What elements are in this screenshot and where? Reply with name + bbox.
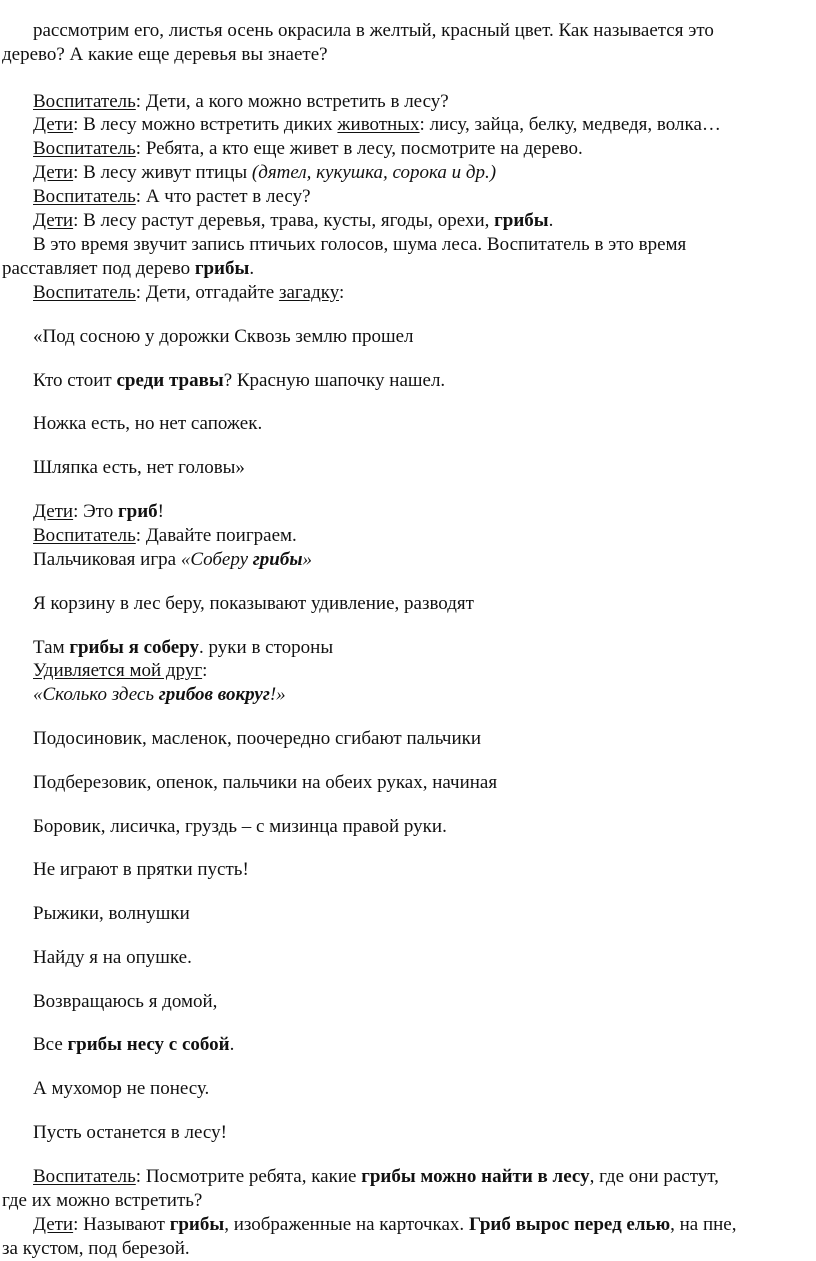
- riddle-line: «Под сосною у дорожки Сквозь землю прошел: [33, 326, 414, 347]
- dialogue-line: Дети: В лесу можно встретить диких животных: лису, зайца, белку, медведя, волка…: [33, 114, 721, 135]
- poem-line: Удивляется мой друг:: [33, 660, 208, 681]
- game-title: Пальчиковая игра «Соберу грибы»: [33, 549, 313, 570]
- poem-line: Пусть останется в лесу!: [33, 1122, 227, 1143]
- riddle-line: Кто стоит среди травы? Красную шапочку нашел.: [33, 370, 446, 391]
- speaker-label: Дети: [33, 210, 74, 231]
- poem-line: Рыжики, волнушки: [33, 903, 190, 924]
- speaker-label: Воспитатель: [33, 525, 136, 546]
- speaker-label: Воспитатель: [33, 1166, 136, 1187]
- dialogue-line: Дети: Это гриб!: [33, 501, 164, 522]
- speaker-label: Воспитатель: [33, 91, 136, 112]
- poem-line: Я корзину в лес беру, показывают удивление, разводят: [33, 593, 474, 614]
- poem-line: Возвращаюсь я домой,: [33, 991, 218, 1012]
- dialogue-line: Дети: В лесу живут птицы (дятел, кукушка, сорока и др.): [33, 162, 497, 183]
- dialogue-line: Воспитатель: Посмотрите ребята, какие грибы можно найти в лесу, где они растут,: [33, 1166, 719, 1187]
- poem-line: Там грибы я соберу. руки в стороны: [33, 637, 334, 658]
- speaker-label: Дети: [33, 114, 74, 135]
- dialogue-line-cont: где их можно встретить?: [2, 1190, 203, 1211]
- intro-line-2: дерево? А какие еще деревья вы знаете?: [2, 44, 328, 65]
- speaker-label: Воспитатель: [33, 138, 136, 159]
- speaker-label: Воспитатель: [33, 186, 136, 207]
- intro-line-1: рассмотрим его, листья осень окрасила в желтый, красный цвет. Как называется это: [33, 20, 714, 41]
- dialogue-line: Воспитатель: Дети, а кого можно встретить в лесу?: [33, 91, 449, 112]
- paragraph-line: расставляет под дерево грибы.: [2, 258, 255, 279]
- poem-line: Найду я на опушке.: [33, 947, 192, 968]
- poem-line: Все грибы несу с собой.: [33, 1034, 235, 1055]
- poem-line: Подберезовик, опенок, пальчики на обеих руках, начиная: [33, 772, 498, 793]
- poem-line: Не играют в прятки пусть!: [33, 859, 249, 880]
- dialogue-line: Воспитатель: Ребята, а кто еще живет в лесу, посмотрите на дерево.: [33, 138, 583, 159]
- speaker-label: Дети: [33, 501, 74, 522]
- riddle-line: Шляпка есть, нет головы»: [33, 457, 245, 478]
- dialogue-line: Воспитатель: Дети, отгадайте загадку:: [33, 282, 345, 303]
- dialogue-line: Воспитатель: Давайте поиграем.: [33, 525, 297, 546]
- dialogue-line: Дети: В лесу растут деревья, трава, кусты, ягоды, орехи, грибы.: [33, 210, 554, 231]
- dialogue-line-cont: за кустом, под березой.: [2, 1238, 190, 1259]
- poem-line: «Сколько здесь грибов вокруг!»: [33, 684, 286, 705]
- riddle-line: Ножка есть, но нет сапожек.: [33, 413, 263, 434]
- speaker-label: Дети: [33, 162, 74, 183]
- poem-line: А мухомор не понесу.: [33, 1078, 210, 1099]
- speaker-label: Воспитатель: [33, 282, 136, 303]
- paragraph-line: В это время звучит запись птичьих голосов, шума леса. Воспитатель в это время: [33, 234, 687, 255]
- dialogue-line: Дети: Называют грибы, изображенные на карточках. Гриб вырос перед елью, на пне,: [33, 1214, 737, 1235]
- speaker-label: Дети: [33, 1214, 74, 1235]
- poem-line: Боровик, лисичка, груздь – с мизинца правой руки.: [33, 816, 447, 837]
- dialogue-line: Воспитатель: А что растет в лесу?: [33, 186, 311, 207]
- poem-line: Подосиновик, масленок, поочередно сгибают пальчики: [33, 728, 482, 749]
